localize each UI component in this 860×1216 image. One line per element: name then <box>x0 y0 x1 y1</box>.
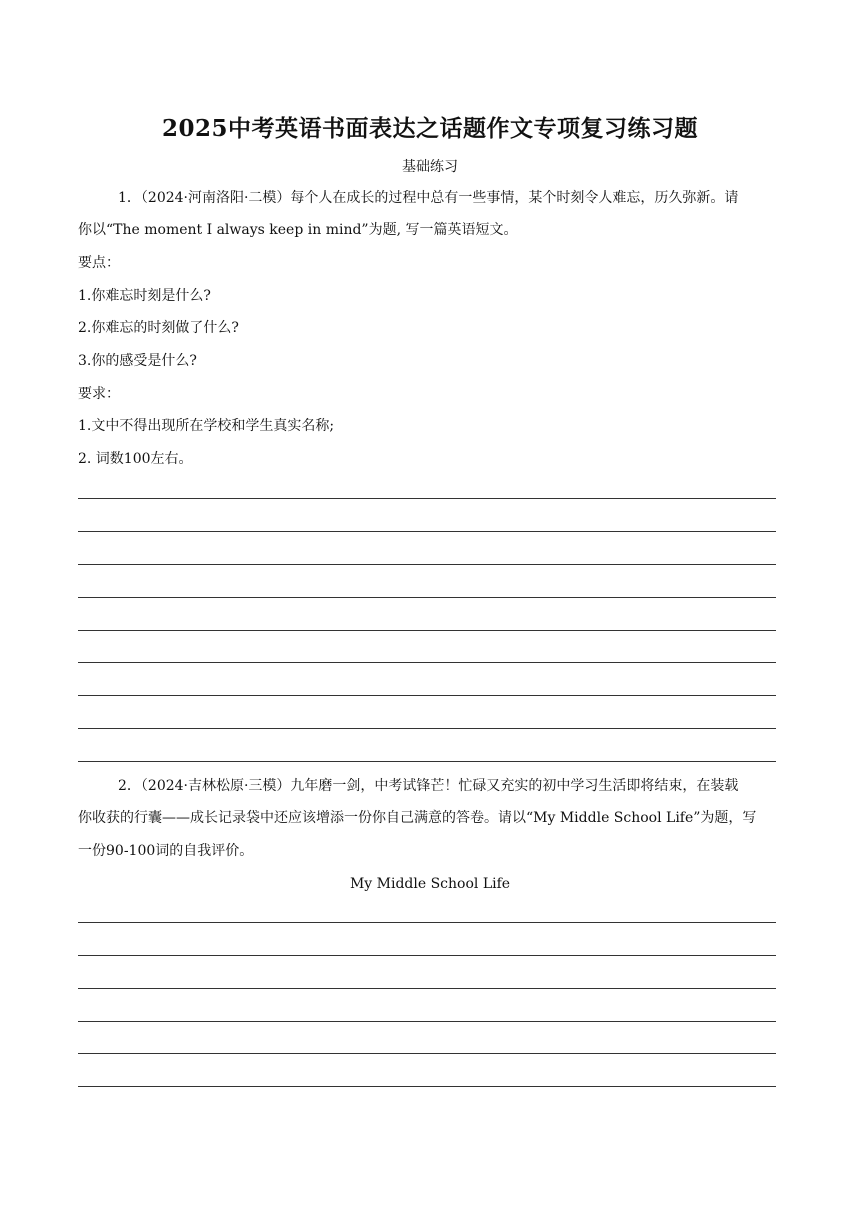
answer-line[interactable] <box>78 597 776 598</box>
question-2-prompt-line-3: 一份90-100词的自我评价。 <box>78 843 254 859</box>
point-item: 3.你的感受是什么? <box>78 353 197 369</box>
answer-line[interactable] <box>78 761 776 762</box>
answer-line[interactable] <box>78 988 776 989</box>
answer-line[interactable] <box>78 662 776 663</box>
question-2-prompt-line-1: 2．（2024·吉林松原·三模）九年磨一剑，中考试锋芒！忙碌又充实的初中学习生活即将结束，在装载 <box>118 778 739 794</box>
answer-line[interactable] <box>78 1021 776 1022</box>
answer-line[interactable] <box>78 1053 776 1054</box>
answer-line[interactable] <box>78 630 776 631</box>
question-1-prompt-line-1: 1．（2024·河南洛阳·二模）每个人在成长的过程中总有一些事情，某个时刻令人难忘，历久弥新。请 <box>118 190 739 206</box>
answer-line[interactable] <box>78 498 776 499</box>
answer-line[interactable] <box>78 564 776 565</box>
points-heading: 要点： <box>78 255 120 271</box>
answer-line[interactable] <box>78 922 776 923</box>
point-item: 2.你难忘的时刻做了什么? <box>78 320 239 336</box>
requirement-item: 2. 词数100左右。 <box>78 451 193 467</box>
question-1-prompt-line-2: 你以“The moment I always keep in mind”为题, 写一篇英语短文。 <box>78 222 518 238</box>
section-heading: 基础练习 <box>402 159 458 175</box>
answer-line[interactable] <box>78 955 776 956</box>
requirements-heading: 要求： <box>78 386 120 402</box>
answer-line[interactable] <box>78 1086 776 1087</box>
answer-line[interactable] <box>78 728 776 729</box>
requirement-item: 1.文中不得出现所在学校和学生真实名称; <box>78 418 335 434</box>
question-2-prompt-line-2: 你收获的行囊——成长记录袋中还应该增添一份你自己满意的答卷。请以“My Middle School Life”为题，写 <box>78 810 757 826</box>
point-item: 1.你难忘时刻是什么? <box>78 288 211 304</box>
essay-title: My Middle School Life <box>349 876 511 892</box>
answer-line[interactable] <box>78 531 776 532</box>
answer-line[interactable] <box>78 695 776 696</box>
document-title: 2025中考英语书面表达之话题作文专项复习练习题 <box>161 115 698 142</box>
